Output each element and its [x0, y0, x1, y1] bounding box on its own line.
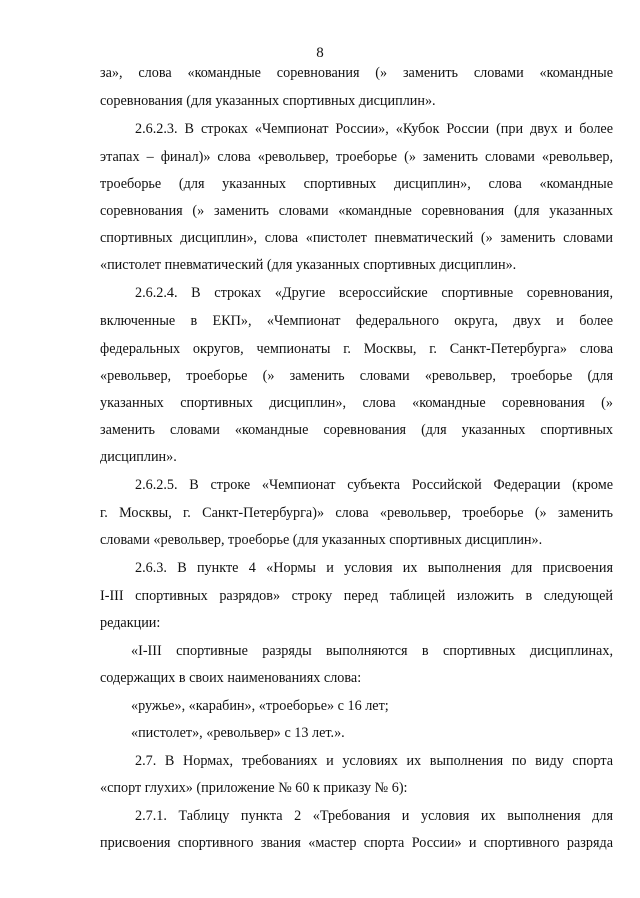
text-line: «ружье», «карабин», «троеборье» с 16 лет; — [131, 698, 389, 714]
text-line: 2.6.3. В пункте 4 «Нормы и условия их выполнения для присвоения — [135, 560, 613, 576]
text-line: «I-III спортивные разряды выполняются в спортивных дисциплинах, — [131, 643, 613, 659]
text-line: включенные в ЕКП», «Чемпионат федерального округа, двух и более — [100, 313, 613, 329]
text-line: 2.6.2.5. В строке «Чемпионат субъекта Российской Федерации (кроме — [135, 477, 613, 493]
text-line: присвоения спортивного звания «мастер спорта России» и спортивного разряда — [100, 835, 613, 851]
text-line: 2.7.1. Таблицу пункта 2 «Требования и условия их выполнения для — [135, 808, 613, 824]
text-line: словами «револьвер, троеборье (для указанных спортивных дисциплин». — [100, 532, 543, 548]
text-line: 2.6.2.3. В строках «Чемпионат России», «Кубок России (при двух и более — [135, 121, 613, 137]
text-line: «пистолет пневматический (для указанных спортивных дисциплин». — [100, 257, 517, 273]
text-line: за», слова «командные соревнования (» заменить словами «командные — [100, 65, 613, 81]
text-line: I-III спортивных разрядов» строку перед таблицей изложить в следующей — [100, 588, 613, 604]
text-line: 2.6.2.4. В строках «Другие всероссийские спортивные соревнования, — [135, 285, 613, 301]
text-line: соревнования (» заменить словами «командные соревнования (для указанных — [100, 203, 613, 219]
text-line: дисциплин». — [100, 449, 177, 465]
text-line: редакции: — [100, 615, 161, 631]
text-line: заменить словами «командные соревнования (для указанных спортивных — [100, 422, 613, 438]
text-line: «револьвер, троеборье (» заменить словами «револьвер, троеборье (для — [100, 368, 613, 384]
text-line: 2.7. В Нормах, требованиях и условиях их выполнения по виду спорта — [135, 753, 613, 769]
text-line: федеральных округов, чемпионаты г. Москвы, г. Санкт-Петербурга» слова — [100, 341, 613, 357]
text-line: «спорт глухих» (приложение № 60 к приказу № 6): — [100, 780, 408, 796]
text-line: указанных спортивных дисциплин», слова «командные соревнования (» — [100, 395, 613, 411]
text-line: содержащих в своих наименованиях слова: — [100, 670, 362, 686]
text-line: спортивных дисциплин», слова «пистолет пневматический (» заменить словами — [100, 230, 613, 246]
text-line: троеборье (для указанных спортивных дисциплин», слова «командные — [100, 176, 613, 192]
text-line: г. Москвы, г. Санкт-Петербурга)» слова «револьвер, троеборье (» заменить — [100, 505, 613, 521]
text-line: этапах – финал)» слова «револьвер, троеборье (» заменить словами «револьвер, — [100, 149, 613, 165]
page-number: 8 — [316, 45, 324, 61]
text-line: «пистолет», «револьвер» с 13 лет.». — [131, 725, 345, 741]
text-line: соревнования (для указанных спортивных дисциплин». — [100, 93, 436, 109]
